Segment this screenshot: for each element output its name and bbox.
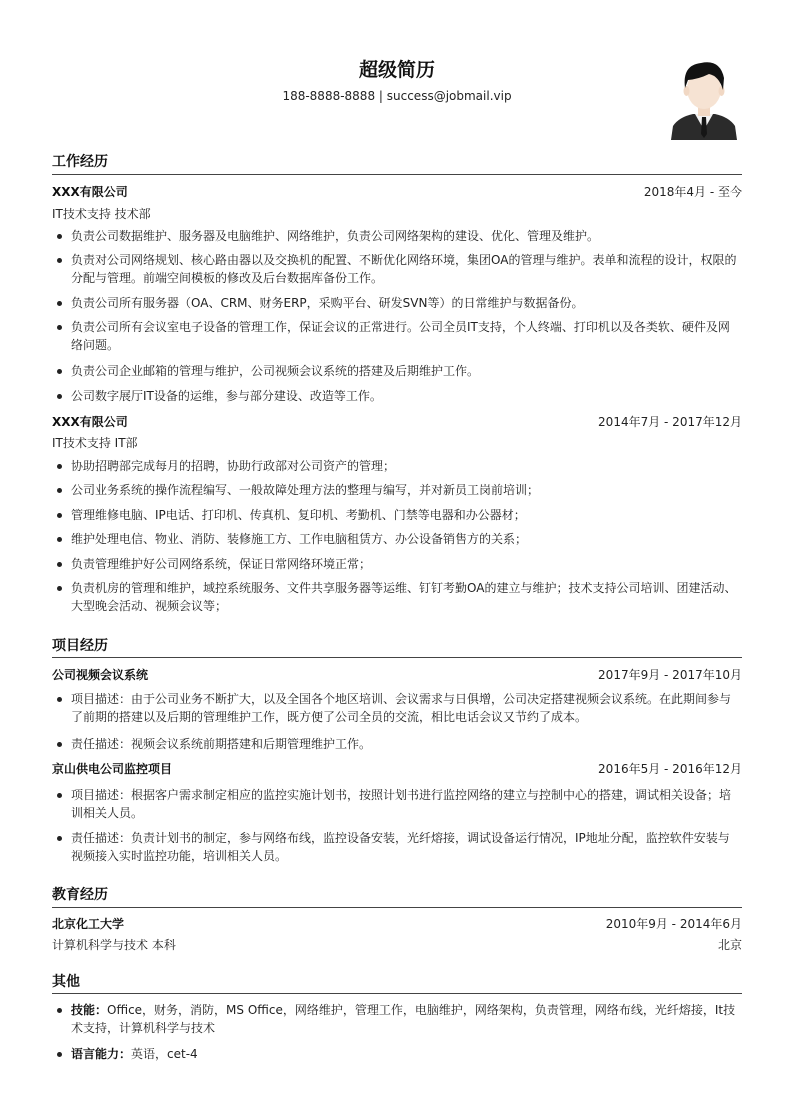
- list-item: 项目描述：由于公司业务不断扩大，以及全国各个地区培训、会议需求与日俱增，公司决定搭建视频会议系统。在此期间参与了前期的搭建以及后期的管理维护工作，既方便了公司全员的交流，相比电话会议又节约了成本。: [71, 690, 741, 726]
- project-name: 京山供电公司监控项目: [52, 762, 173, 776]
- list-item: 负责公司企业邮箱的管理与维护，公司视频会议系统的搭建及后期维护工作。: [71, 362, 741, 380]
- avatar: [669, 54, 739, 140]
- language-label: 语言能力：: [71, 1047, 132, 1061]
- work-role: IT技术支持 技术部: [52, 207, 151, 221]
- candidate-name: 超级简历: [358, 59, 435, 81]
- education-location: 北京: [717, 938, 742, 952]
- work-company: XXX有限公司: [52, 185, 128, 199]
- list-item: 负责管理维护好公司网络系统，保证日常网络环境正常；: [71, 555, 741, 573]
- list-item: 公司数字展厅IT设备的运维，参与部分建设、改造等工作。: [71, 387, 741, 405]
- section-divider: [52, 993, 742, 994]
- contact-info: 188-8888-8888 | success@jobmail.vip: [282, 89, 512, 103]
- education-date: 2010年9月 - 2014年6月: [605, 917, 742, 931]
- list-item: 责任描述：负责计划书的制定，参与网络布线，监控设备安装，光纤熔接，调试设备运行情况，IP地址分配，监控软件安装与视频接入实时监控功能，培训相关人员。: [71, 829, 741, 865]
- project-date: 2016年5月 - 2016年12月: [598, 762, 742, 776]
- section-divider: [52, 657, 742, 658]
- list-item: 管理维修电脑、IP电话、打印机、传真机、复印机、考勤机、门禁等电器和办公器材；: [71, 506, 741, 524]
- list-item: 负责公司数据维护、服务器及电脑维护、网络维护，负责公司网络架构的建设、优化、管理及维护。: [71, 227, 741, 245]
- project-date: 2017年9月 - 2017年10月: [598, 668, 742, 682]
- education-major: 计算机科学与技术 本科: [52, 938, 176, 952]
- avatar-person-icon: [669, 54, 739, 140]
- list-item: 协助招聘部完成每月的招聘，协助行政部对公司资产的管理；: [71, 457, 741, 475]
- list-item: 项目描述：根据客户需求制定相应的监控实施计划书，按照计划书进行监控网络的建立与控制中心的搭建，调试相关设备；培训相关人员。: [71, 786, 741, 822]
- list-item: 公司业务系统的操作流程编写、一般故障处理方法的整理与编写，并对新员工岗前培训；: [71, 481, 741, 499]
- project-name: 公司视频会议系统: [52, 668, 149, 682]
- work-entry-1-header: [52, 183, 742, 199]
- section-title-projects: 项目经历: [52, 638, 108, 654]
- list-item: 维护处理电信、物业、消防、装修施工方、工作电脑租赁方、办公设备销售方的关系；: [71, 530, 741, 548]
- work-entry-2-header: [52, 413, 742, 429]
- school-name: 北京化工大学: [52, 917, 125, 931]
- skills-item: [71, 1001, 741, 1037]
- section-title-other: 其他: [52, 974, 80, 990]
- work-role: IT技术支持 IT部: [52, 436, 138, 450]
- project-2-header: [52, 760, 742, 776]
- language-item: [71, 1045, 741, 1063]
- skills-value: Office，财务，消防，MS Office，网络维护，管理工作，电脑维护，网络架构，负责管理，网络布线，光纤熔接，It技术支持，计算机科学与技术: [71, 1003, 736, 1035]
- section-divider: [52, 907, 742, 908]
- list-item: 负责公司所有会议室电子设备的管理工作，保证会议的正常进行。公司全员IT支持，个人终端、打印机以及各类软、硬件及网络问题。: [71, 318, 741, 354]
- section-divider: [52, 174, 742, 175]
- language-value: 英语，cet-4: [131, 1047, 198, 1061]
- list-item: 负责对公司网络规划、核心路由器以及交换机的配置、不断优化网络环境，集团OA的管理与维护。表单和流程的设计，权限的分配与管理。前端空间模板的修改及后台数据库备份工作。: [71, 251, 741, 287]
- list-item: 负责公司所有服务器（OA、CRM、财务ERP，采购平台、研发SVN等）的日常维护与数据备份。: [71, 294, 741, 312]
- work-date: 2018年4月 - 至今: [643, 185, 742, 199]
- list-item: 责任描述：视频会议系统前期搭建和后期管理维护工作。: [71, 735, 741, 753]
- work-company: XXX有限公司: [52, 415, 128, 429]
- section-title-work: 工作经历: [52, 154, 108, 170]
- education-details: [52, 936, 742, 952]
- project-1-header: [52, 666, 742, 682]
- skills-label: 技能：: [71, 1003, 108, 1017]
- list-item: 负责机房的管理和维护，域控系统服务、文件共享服务器等运维、钉钉考勤OA的建立与维护；技术支持公司培训、团建活动、大型晚会活动、视频会议等；: [71, 579, 741, 615]
- education-header: [52, 915, 742, 931]
- work-date: 2014年7月 - 2017年12月: [598, 415, 742, 429]
- section-title-education: 教育经历: [52, 887, 108, 903]
